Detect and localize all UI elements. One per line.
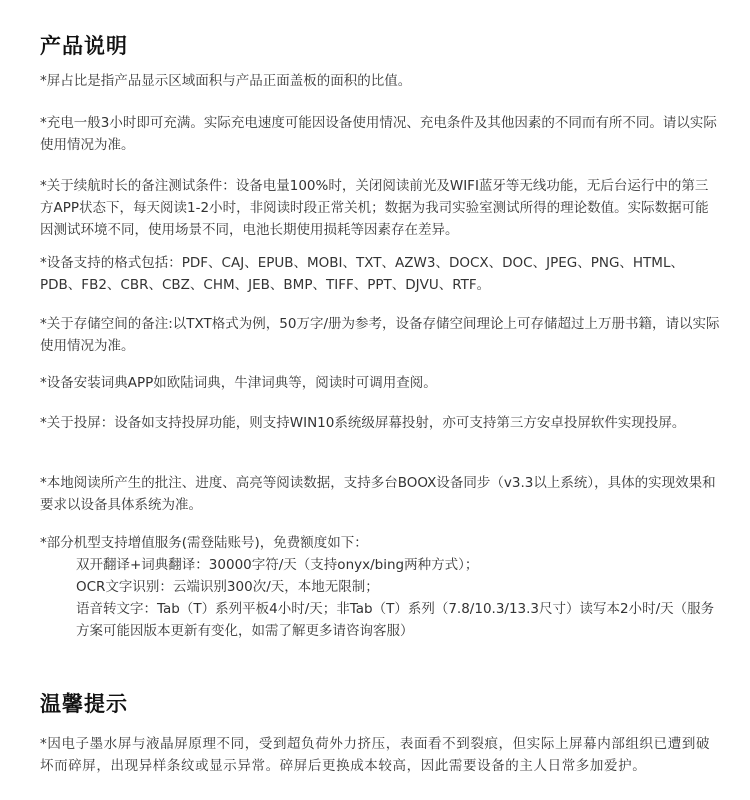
warm-tips-title: 温馨提示 (40, 692, 128, 716)
note-formats: *设备支持的格式包括：PDF、CAJ、EPUB、MOBI、TXT、AZW3、DOCX、DOC、JPEG、PNG、HTML、PDB、FB2、CBR、CBZ、CHM、JEB、BMP、TIFF、PPT、DJVU、RTF。 (40, 255, 684, 293)
service-ocr: OCR文字识别：云端识别300次/天，本地无限制； (76, 579, 379, 595)
note-screen-casting: *关于投屏：设备如支持投屏功能，则支持WIN10系统级屏幕投射，亦可支持第三方安卓投屏软件实现投屏。 (40, 415, 686, 431)
note-sync: *本地阅读所产生的批注、进度、高亮等阅读数据，支持多台BOOX设备同步（v3.3以上系统），具体的实现效果和要求以设备具体系统为准。 (40, 475, 716, 513)
warm-tips-text: *因电子墨水屏与液晶屏原理不同，受到超负荷外力挤压，表面看不到裂痕，但实际上屏幕内部组织已遭到破坏而碎屏，出现异样条纹或显示异常。碎屏后更换成本较高，因此需要设备的主人日常多加爱护。 (40, 736, 711, 774)
product-notes-title: 产品说明 (40, 34, 128, 58)
note-charging: *充电一般3小时即可充满。实际充电速度可能因设备使用情况、充电条件及其他因素的不同而有所不同。请以实际使用情况为准。 (40, 115, 717, 153)
note-value-added-services: *部分机型支持增值服务(需登陆账号)，免费额度如下： (40, 535, 368, 551)
service-translation: 双开翻译+词典翻译：30000字符/天（支持onyx/bing两种方式）； (76, 557, 479, 573)
note-battery-test: *关于续航时长的备注测试条件：设备电量100%时，关闭阅读前光及WIFI蓝牙等无线功能，无后台运行中的第三方APP状态下，每天阅读1-2小时，非阅读时段正常关机；数据为我司实验室测试所得的理论数值。实际数据可能因测试环境不同，使用场景不同，电池长期使用损耗等因素存在差异。 (40, 178, 709, 238)
service-speech-to-text: 语音转文字：Tab（T）系列平板4小时/天；非Tab（T）系列（7.8/10.3/13.3尺寸）读写本2小时/天（服务方案可能因版本更新有变化，如需了解更多请咨询客服） (76, 601, 715, 639)
note-screen-ratio: *屏占比是指产品显示区域面积与产品正面盖板的面积的比值。 (40, 73, 412, 89)
note-dictionary: *设备安装词典APP如欧陆词典，牛津词典等，阅读时可调用查阅。 (40, 375, 437, 391)
note-storage: *关于存储空间的备注:以TXT格式为例，50万字/册为参考，设备存储空间理论上可存储超过上万册书籍，请以实际使用情况为准。 (40, 316, 720, 354)
